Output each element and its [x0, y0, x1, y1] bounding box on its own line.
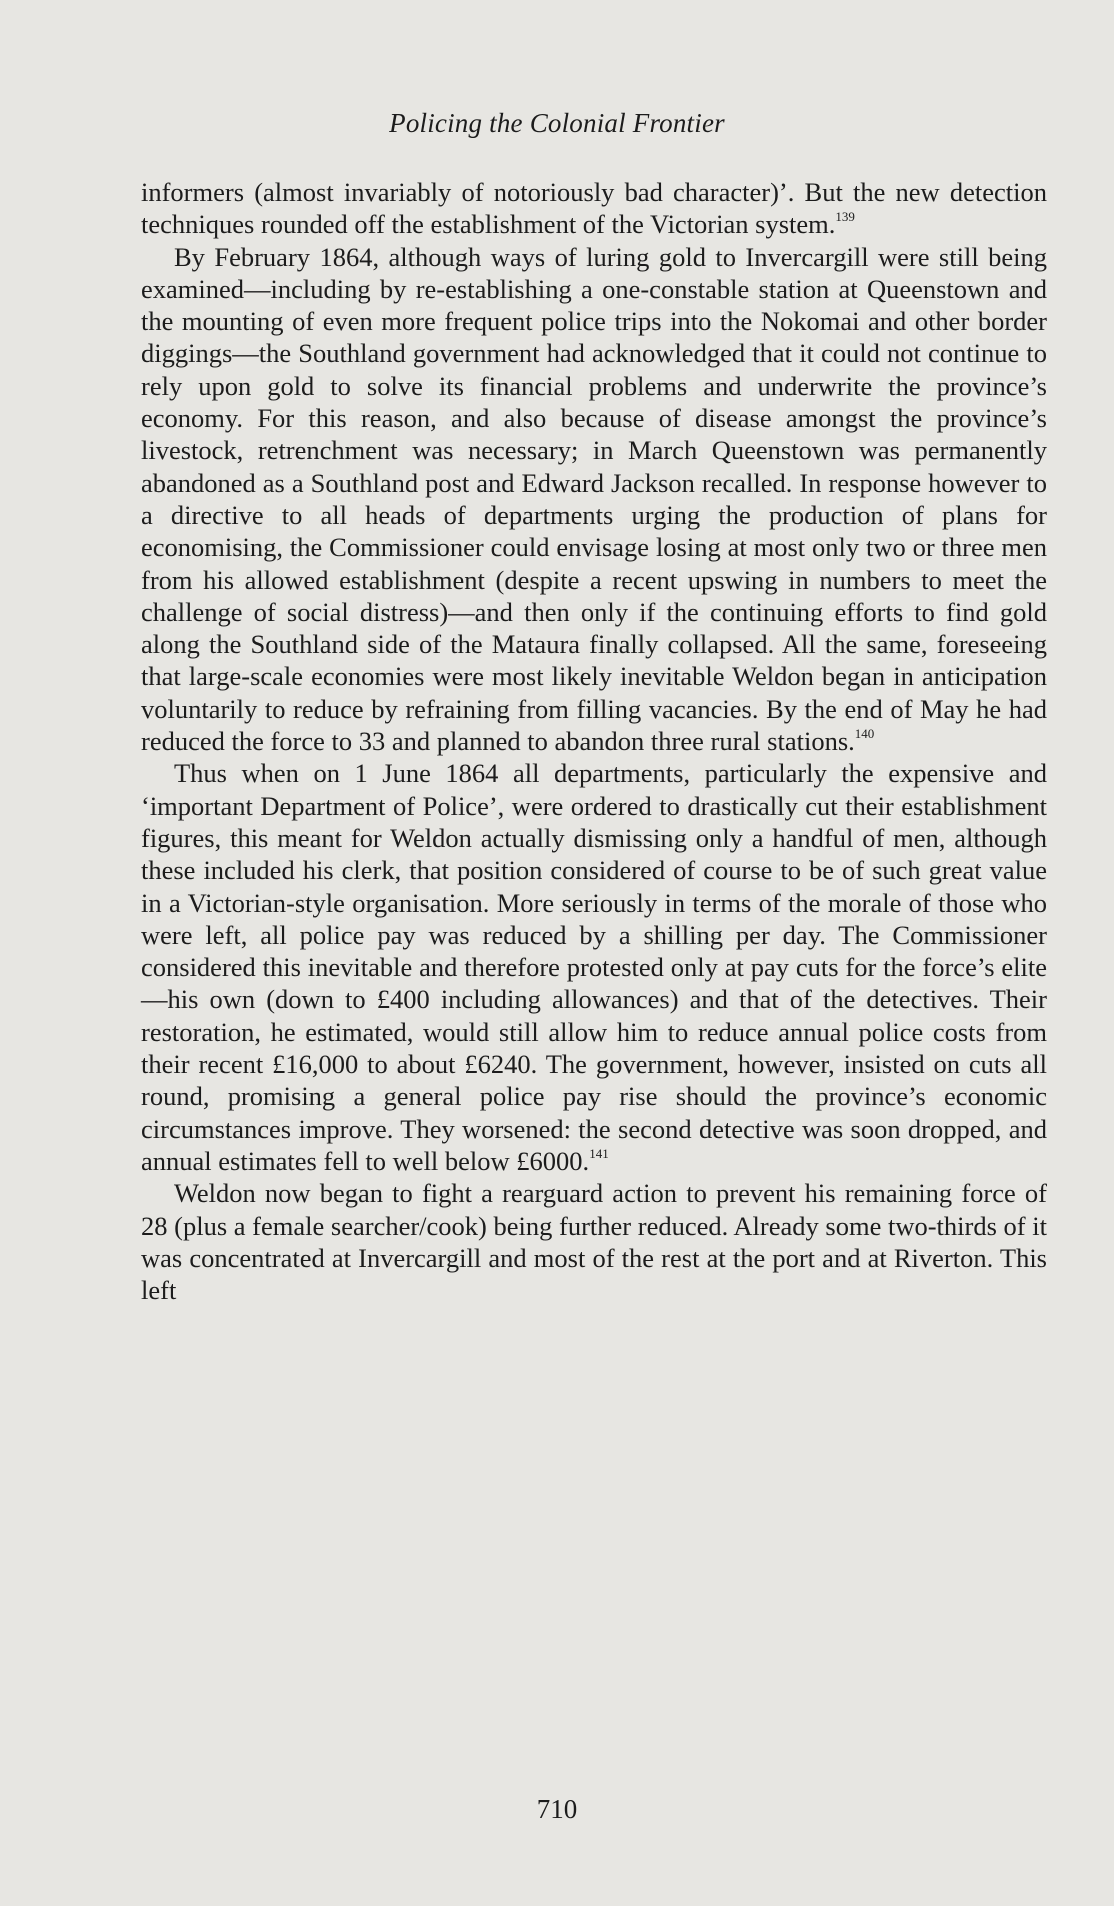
- running-title: Policing the Colonial Frontier: [389, 108, 725, 138]
- paragraph-1-text: informers (almost invariably of notoriously bad character)’. But the new detection techniques rounded off the establishment of the Victorian system.: [141, 177, 1047, 240]
- footnote-ref-139: 139: [835, 209, 855, 225]
- paragraph-2: [141, 241, 1047, 758]
- paragraph-1: [141, 176, 1047, 241]
- footnote-ref-141: 141: [589, 1145, 609, 1161]
- paragraph-3-text: Thus when on 1 June 1864 all departments, particularly the expensive and ‘important Department of Police’, were ordered to drastically cut their establishment figures, this meant for Weldon actually dismissing only a handful of men, although these included his clerk, that position considered of course to be of such great value in a Victorian-style organisation. More seriously in terms of the morale of those who were left, all police pay was reduced by a shilling per day. The Commissioner considered this inevitable and therefore protested only at pay cuts for the force’s elite—his own (down to £400 including allowances) and that of the detectives. Their restoration, he estimated, would still allow him to reduce annual police costs from their recent £16,000 to about £6240. The government, however, insisted on cuts all round, promising a general police pay rise should the province’s economic circumstances improve. They worsened: the second detective was soon dropped, and annual estimates fell to well below £6000.: [141, 758, 1047, 1176]
- paragraph-2-text: By February 1864, although ways of luring gold to Invercargill were still being examined—including by re-establishing a one-constable station at Queenstown and the mounting of even more frequent police trips into the Nokomai and other border diggings—the Southland government had acknowledged that it could not continue to rely upon gold to solve its financial problems and underwrite the province’s economy. For this reason, and also because of disease amongst the province’s livestock, retrenchment was necessary; in March Queenstown was permanently abandoned as a Southland post and Edward Jackson recalled. In response however to a directive to all heads of departments urging the production of plans for economising, the Commissioner could envisage losing at most only two or three men from his allowed establishment (despite a recent upswing in numbers to meet the challenge of social distress)—and then only if the continuing efforts to find gold along the Southland side of the Mataura finally collapsed. All the same, foreseeing that large-scale economies were most likely inevitable Weldon began in anticipation voluntarily to reduce by refraining from filling vacancies. By the end of May he had reduced the force to 33 and planned to abandon three rural stations.: [141, 241, 1047, 757]
- paragraph-4-text: Weldon now began to fight a rearguard action to prevent his remaining force of 28 (plus a female searcher/cook) being further reduced. Already some two-thirds of it was concentrated at Invercargill and most of the rest at the port and at Riverton. This left: [141, 1178, 1047, 1306]
- page-number: 710: [536, 1794, 578, 1824]
- paragraph-4: [141, 1177, 1047, 1306]
- body-text: [141, 176, 1047, 1306]
- paragraph-3: [141, 757, 1047, 1177]
- footnote-ref-140: 140: [854, 726, 875, 742]
